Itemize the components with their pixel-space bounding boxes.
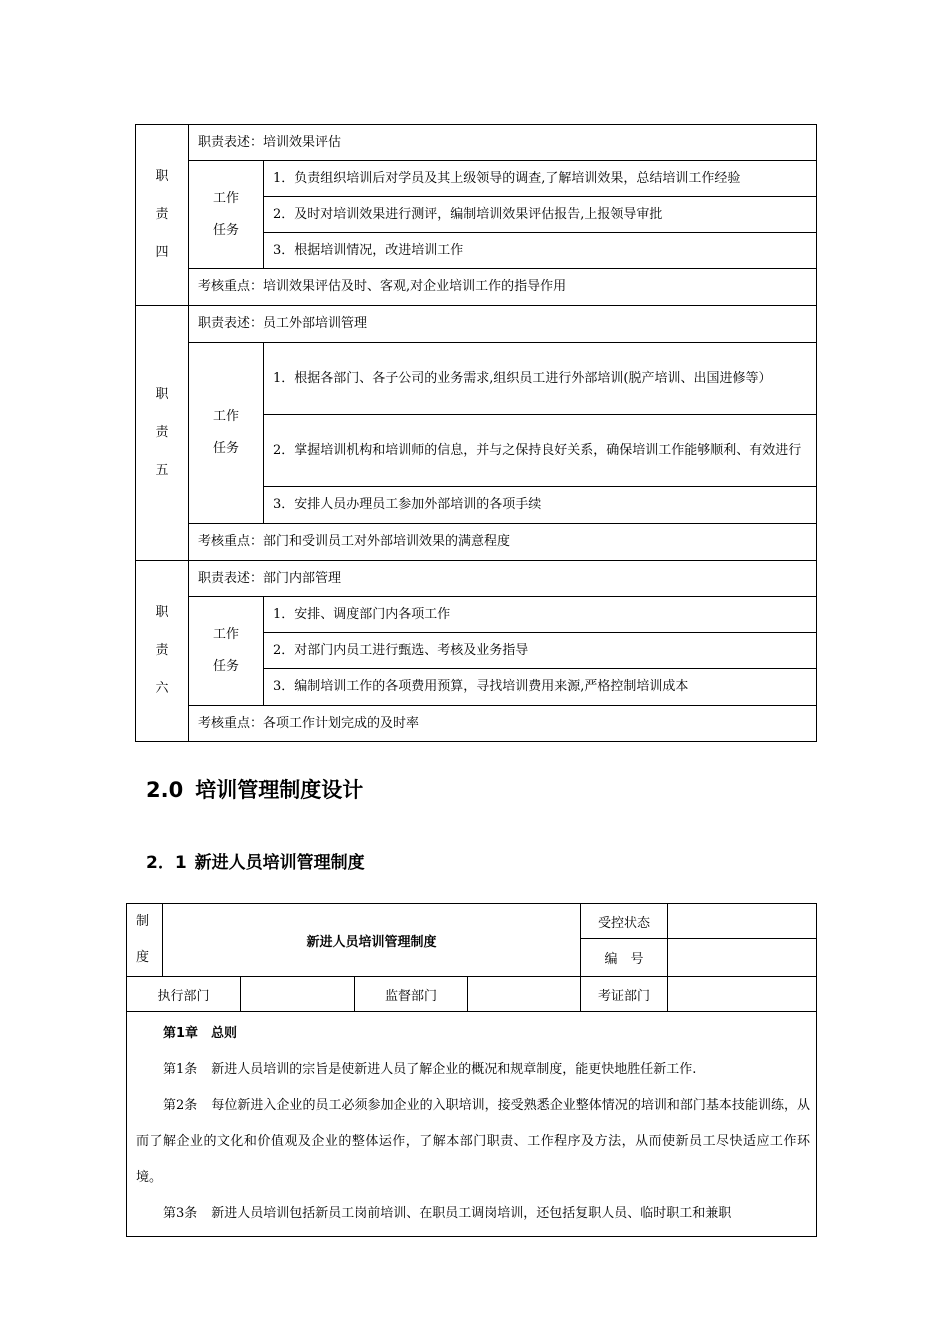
zhidu-label: 制 度	[127, 904, 163, 977]
duty-4-assessment: 考核重点：培训效果评估及时、客观,对企业培训工作的指导作用	[189, 269, 817, 306]
duty-table	[135, 124, 817, 742]
chapter-heading: 第1章 总则	[163, 1026, 238, 1041]
duty-5-description-row	[136, 306, 817, 343]
number-value	[668, 939, 817, 977]
duty-5-assessment: 考核重点：部门和受训员工对外部培训效果的满意程度	[189, 524, 817, 561]
duty-6-assessment: 考核重点：各项工作计划完成的及时率	[189, 706, 817, 742]
duty-6-task-3: 3．编制培训工作的各项费用预算，寻找培训费用来源,严格控制培训成本	[264, 669, 817, 706]
subsection-number: 2．1	[146, 853, 187, 873]
subsection-title: 新进人员培训管理制度	[194, 853, 365, 873]
exec-dept-label: 执行部门	[127, 977, 241, 1012]
duty-4-task-1: 1．负责组织培训后对学员及其上级领导的调查,了解培训效果，总结培训工作经验	[264, 161, 817, 197]
duty-6-task-label: 工作 任务	[189, 597, 264, 706]
duty-6-assessment-row	[136, 706, 817, 742]
duty-6-task-row	[136, 597, 817, 633]
verify-dept-value	[668, 977, 817, 1012]
duty-6-task-2: 2．对部门内员工进行甄选、考核及业务指导	[264, 633, 817, 669]
duty-4-assessment-row	[136, 269, 817, 306]
supervise-dept-label: 监督部门	[355, 977, 468, 1012]
duty-4-label: 职 责 四	[136, 125, 189, 306]
policy-table	[126, 903, 817, 1237]
duty-4-description-row	[136, 125, 817, 161]
article-3: 第3条 新进人员培训包括新员工岗前培训、在职员工调岗培训，还包括复职人员、临时职工和兼职	[163, 1206, 732, 1221]
policy-header-row	[127, 904, 817, 939]
article-2: 第2条 每位新进入企业的员工必须参加企业的入职培训，接受熟悉企业整体情况的培训和部门基本技能训练，从而了解企业的文化和价值观及企业的整体运作，了解本部门职责、工作程序及方法，从而使新员工尽快适应工作环境。	[136, 1098, 811, 1185]
duty-5-task-row	[136, 343, 817, 415]
duty-5-task-1: 1．根据各部门、各子公司的业务需求,组织员工进行外部培训(脱产培训、出国进修等）	[264, 343, 817, 415]
subsection-heading	[146, 848, 365, 873]
duty-4-description: 职责表述：培训效果评估	[189, 125, 817, 161]
duty-5-task-2: 2．掌握培训机构和培训师的信息，并与之保持良好关系，确保培训工作能够顺利、有效进行	[264, 415, 817, 487]
section-heading	[146, 774, 363, 804]
duty-6-description-row	[136, 561, 817, 597]
section-number: 2.0	[146, 778, 184, 802]
duty-5-label: 职 责 五	[136, 306, 189, 561]
duty-5-description: 职责表述：员工外部培训管理	[189, 306, 817, 343]
number-label: 编 号	[581, 939, 668, 977]
supervise-dept-value	[468, 977, 581, 1012]
section-title: 培训管理制度设计	[195, 778, 364, 802]
policy-title: 新进人员培训管理制度	[163, 904, 581, 977]
controlled-status-value	[668, 904, 817, 939]
duty-6-label: 职 责 六	[136, 561, 189, 742]
duty-4-task-2: 2．及时对培训效果进行测评，编制培训效果评估报告,上报领导审批	[264, 197, 817, 233]
article-1: 第1条 新进人员培训的宗旨是使新进人员了解企业的概况和规章制度，能更快地胜任新工作.	[163, 1062, 697, 1077]
duty-4-task-row	[136, 161, 817, 197]
duty-6-description: 职责表述：部门内部管理	[189, 561, 817, 597]
policy-body	[127, 1012, 817, 1237]
duty-4-task-3: 3．根据培训情况，改进培训工作	[264, 233, 817, 269]
exec-dept-value	[241, 977, 355, 1012]
policy-dept-row	[127, 977, 817, 1012]
duty-6-task-1: 1．安排、调度部门内各项工作	[264, 597, 817, 633]
duty-5-task-3: 3．安排人员办理员工参加外部培训的各项手续	[264, 487, 817, 524]
controlled-status-label: 受控状态	[581, 904, 668, 939]
verify-dept-label: 考证部门	[581, 977, 668, 1012]
duty-4-task-label: 工作 任务	[189, 161, 264, 269]
duty-5-task-label: 工作 任务	[189, 343, 264, 524]
duty-5-assessment-row	[136, 524, 817, 561]
policy-body-row	[127, 1012, 817, 1237]
